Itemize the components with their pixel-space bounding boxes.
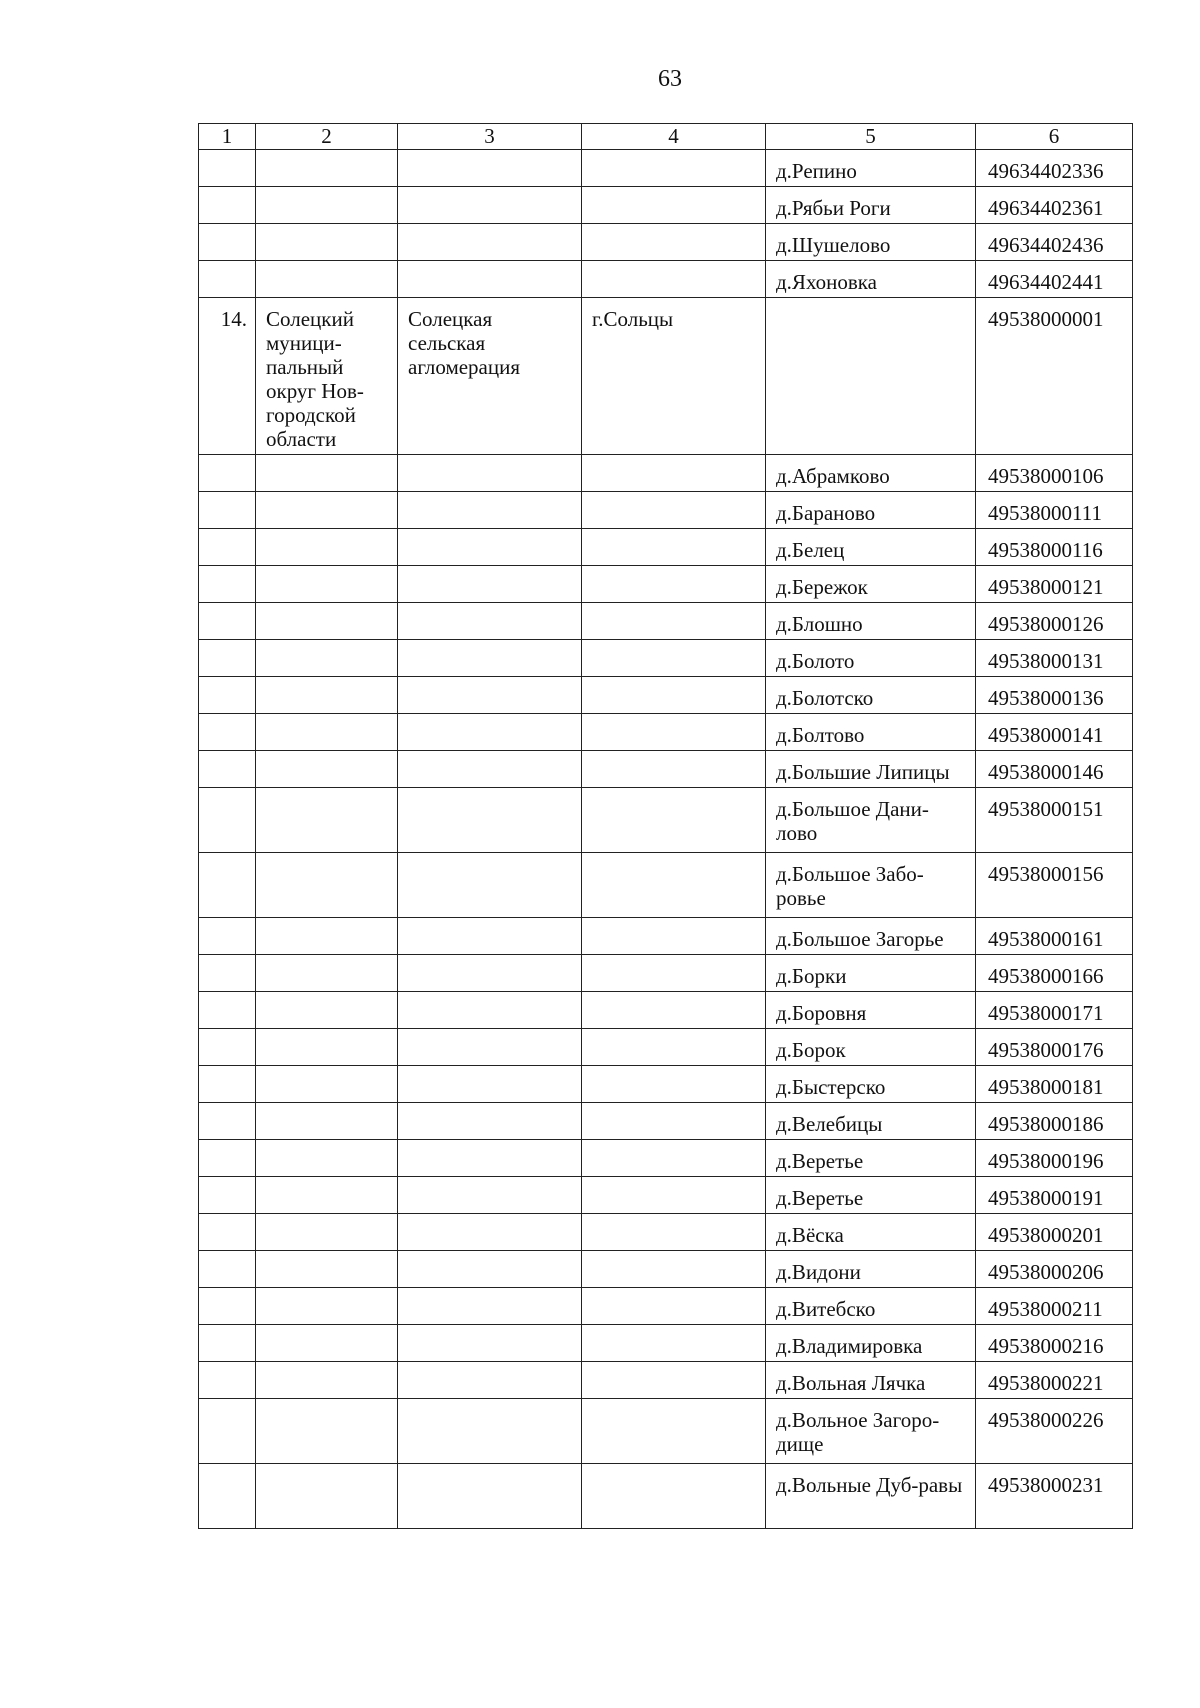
cell-locality: д.Яхоновка (766, 261, 976, 298)
table-row (199, 261, 1133, 298)
cell-agglomeration (398, 529, 582, 566)
cell-municipality (256, 1066, 398, 1103)
cell-locality: д.Вольные Дуб-равы (766, 1464, 976, 1529)
cell-agglomeration (398, 1288, 582, 1325)
cell-locality: д.Бережок (766, 566, 976, 603)
cell-code: 49634402361 (976, 187, 1133, 224)
cell-agglomeration (398, 918, 582, 955)
cell-municipality: Солецкий муници-пальный округ Нов-городской области (256, 298, 398, 455)
cell-municipality (256, 853, 398, 918)
cell-center (582, 640, 766, 677)
cell-center (582, 992, 766, 1029)
cell-agglomeration (398, 640, 582, 677)
cell-code: 49634402436 (976, 224, 1133, 261)
cell-agglomeration (398, 566, 582, 603)
table-row (199, 492, 1133, 529)
cell-agglomeration (398, 1177, 582, 1214)
cell-number (199, 187, 256, 224)
cell-municipality (256, 751, 398, 788)
cell-agglomeration (398, 1214, 582, 1251)
cell-agglomeration (398, 1140, 582, 1177)
cell-number (199, 529, 256, 566)
cell-center (582, 224, 766, 261)
table-row (199, 187, 1133, 224)
cell-number (199, 492, 256, 529)
cell-locality: д.Абрамково (766, 455, 976, 492)
cell-number (199, 1251, 256, 1288)
cell-municipality (256, 261, 398, 298)
table-row (199, 1140, 1133, 1177)
cell-locality (766, 298, 976, 455)
cell-number (199, 1325, 256, 1362)
cell-agglomeration (398, 853, 582, 918)
cell-agglomeration (398, 788, 582, 853)
cell-locality: д.Вольное Загоро-дище (766, 1399, 976, 1464)
cell-number (199, 955, 256, 992)
cell-number (199, 1214, 256, 1251)
table-row (199, 298, 1133, 455)
column-number-3: 3 (398, 124, 582, 150)
table-row (199, 992, 1133, 1029)
cell-agglomeration (398, 1251, 582, 1288)
cell-center (582, 714, 766, 751)
cell-center (582, 492, 766, 529)
cell-number (199, 1362, 256, 1399)
cell-center (582, 1251, 766, 1288)
cell-code: 49538000206 (976, 1251, 1133, 1288)
table-row (199, 603, 1133, 640)
cell-municipality (256, 603, 398, 640)
table-row (199, 853, 1133, 918)
cell-agglomeration (398, 224, 582, 261)
column-number-6: 6 (976, 124, 1133, 150)
cell-locality: д.Витебско (766, 1288, 976, 1325)
cell-number (199, 677, 256, 714)
table-row (199, 1464, 1133, 1529)
table-row (199, 1029, 1133, 1066)
cell-center (582, 566, 766, 603)
table-row (199, 1362, 1133, 1399)
cell-center (582, 261, 766, 298)
cell-code: 49538000001 (976, 298, 1133, 455)
cell-locality: д.Рябьи Роги (766, 187, 976, 224)
cell-number (199, 1288, 256, 1325)
cell-center (582, 529, 766, 566)
cell-agglomeration (398, 492, 582, 529)
cell-center (582, 1214, 766, 1251)
cell-agglomeration (398, 1066, 582, 1103)
table-header (199, 124, 1133, 150)
cell-number (199, 788, 256, 853)
cell-municipality (256, 955, 398, 992)
table-row (199, 1399, 1133, 1464)
table-row (199, 751, 1133, 788)
cell-locality: д.Белец (766, 529, 976, 566)
cell-center (582, 1177, 766, 1214)
cell-locality: д.Блошно (766, 603, 976, 640)
page-number: 63 (658, 66, 682, 92)
cell-number (199, 853, 256, 918)
cell-locality: д.Велебицы (766, 1103, 976, 1140)
cell-number (199, 150, 256, 187)
cell-center (582, 1399, 766, 1464)
cell-number (199, 1029, 256, 1066)
cell-code: 49634402336 (976, 150, 1133, 187)
cell-municipality (256, 1251, 398, 1288)
cell-code: 49538000151 (976, 788, 1133, 853)
cell-code: 49538000156 (976, 853, 1133, 918)
cell-number (199, 261, 256, 298)
cell-locality: д.Борок (766, 1029, 976, 1066)
cell-code: 49538000121 (976, 566, 1133, 603)
cell-agglomeration (398, 1103, 582, 1140)
cell-code: 49538000191 (976, 1177, 1133, 1214)
cell-locality: д.Болотско (766, 677, 976, 714)
cell-center (582, 1362, 766, 1399)
table-row (199, 677, 1133, 714)
table-row (199, 224, 1133, 261)
cell-number (199, 566, 256, 603)
cell-locality: д.Бараново (766, 492, 976, 529)
cell-code: 49538000161 (976, 918, 1133, 955)
table-body (199, 150, 1133, 1529)
cell-agglomeration (398, 714, 582, 751)
table-row (199, 1066, 1133, 1103)
table-row (199, 640, 1133, 677)
cell-center (582, 1464, 766, 1529)
cell-center: г.Сольцы (582, 298, 766, 455)
cell-code: 49538000111 (976, 492, 1133, 529)
cell-number (199, 455, 256, 492)
cell-code: 49538000146 (976, 751, 1133, 788)
cell-agglomeration (398, 261, 582, 298)
cell-locality: д.Видони (766, 1251, 976, 1288)
cell-center (582, 150, 766, 187)
cell-agglomeration (398, 1029, 582, 1066)
cell-number (199, 603, 256, 640)
table-row (199, 455, 1133, 492)
cell-center (582, 455, 766, 492)
column-number-4: 4 (582, 124, 766, 150)
cell-agglomeration (398, 1362, 582, 1399)
cell-code: 49538000201 (976, 1214, 1133, 1251)
table-row (199, 1214, 1133, 1251)
cell-code: 49538000176 (976, 1029, 1133, 1066)
cell-code: 49538000181 (976, 1066, 1133, 1103)
cell-number (199, 1103, 256, 1140)
cell-code: 49538000166 (976, 955, 1133, 992)
cell-locality: д.Борки (766, 955, 976, 992)
cell-center (582, 853, 766, 918)
cell-center (582, 187, 766, 224)
cell-municipality (256, 677, 398, 714)
cell-code: 49634402441 (976, 261, 1133, 298)
cell-locality: д.Болтово (766, 714, 976, 751)
table-row (199, 955, 1133, 992)
cell-code: 49538000116 (976, 529, 1133, 566)
cell-municipality (256, 1029, 398, 1066)
cell-locality: д.Репино (766, 150, 976, 187)
cell-locality: д.Большие Липицы (766, 751, 976, 788)
cell-code: 49538000106 (976, 455, 1133, 492)
cell-center (582, 677, 766, 714)
cell-agglomeration (398, 992, 582, 1029)
cell-center (582, 788, 766, 853)
cell-locality: д.Шушелово (766, 224, 976, 261)
cell-number (199, 751, 256, 788)
cell-number (199, 992, 256, 1029)
cell-agglomeration (398, 455, 582, 492)
table-row (199, 1251, 1133, 1288)
cell-code: 49538000131 (976, 640, 1133, 677)
cell-code: 49538000226 (976, 1399, 1133, 1464)
cell-code: 49538000171 (976, 992, 1133, 1029)
cell-municipality (256, 529, 398, 566)
cell-center (582, 918, 766, 955)
cell-locality: д.Веретье (766, 1177, 976, 1214)
cell-agglomeration (398, 1325, 582, 1362)
cell-agglomeration (398, 1464, 582, 1529)
cell-municipality (256, 187, 398, 224)
cell-number (199, 1140, 256, 1177)
cell-municipality (256, 992, 398, 1029)
cell-center (582, 1103, 766, 1140)
cell-code: 49538000196 (976, 1140, 1133, 1177)
cell-locality: д.Большое Дани-лово (766, 788, 976, 853)
cell-municipality (256, 455, 398, 492)
table-row (199, 566, 1133, 603)
column-number-5: 5 (766, 124, 976, 150)
cell-number (199, 918, 256, 955)
cell-locality: д.Большое Загорье (766, 918, 976, 955)
cell-municipality (256, 714, 398, 751)
table-row (199, 714, 1133, 751)
cell-locality: д.Владимировка (766, 1325, 976, 1362)
cell-locality: д.Большое Забо-ровье (766, 853, 976, 918)
table-row (199, 529, 1133, 566)
cell-code: 49538000211 (976, 1288, 1133, 1325)
cell-agglomeration (398, 751, 582, 788)
cell-code: 49538000136 (976, 677, 1133, 714)
cell-center (582, 1288, 766, 1325)
cell-municipality (256, 1288, 398, 1325)
cell-municipality (256, 918, 398, 955)
cell-agglomeration (398, 150, 582, 187)
cell-agglomeration: Солецкая сельская агломерация (398, 298, 582, 455)
cell-municipality (256, 1177, 398, 1214)
cell-municipality (256, 150, 398, 187)
cell-number (199, 1399, 256, 1464)
cell-number (199, 714, 256, 751)
cell-center (582, 751, 766, 788)
cell-agglomeration (398, 1399, 582, 1464)
cell-code: 49538000221 (976, 1362, 1133, 1399)
cell-municipality (256, 1325, 398, 1362)
cell-agglomeration (398, 955, 582, 992)
table-row (199, 150, 1133, 187)
cell-municipality (256, 1399, 398, 1464)
cell-municipality (256, 1140, 398, 1177)
cell-municipality (256, 1214, 398, 1251)
table-row (199, 788, 1133, 853)
cell-locality: д.Вольная Лячка (766, 1362, 976, 1399)
table-row (199, 918, 1133, 955)
cell-center (582, 1325, 766, 1362)
cell-agglomeration (398, 603, 582, 640)
table-row (199, 1325, 1133, 1362)
cell-code: 49538000186 (976, 1103, 1133, 1140)
cell-municipality (256, 224, 398, 261)
cell-number (199, 640, 256, 677)
cell-code: 49538000216 (976, 1325, 1133, 1362)
cell-center (582, 603, 766, 640)
cell-locality: д.Веретье (766, 1140, 976, 1177)
cell-center (582, 1066, 766, 1103)
cell-number (199, 1177, 256, 1214)
cell-number (199, 1066, 256, 1103)
cell-municipality (256, 1362, 398, 1399)
settlements-table (198, 123, 1133, 1529)
table-row (199, 1288, 1133, 1325)
cell-locality: д.Болото (766, 640, 976, 677)
table-row (199, 1103, 1133, 1140)
cell-municipality (256, 492, 398, 529)
cell-municipality (256, 788, 398, 853)
cell-municipality (256, 1103, 398, 1140)
column-number-2: 2 (256, 124, 398, 150)
cell-code: 49538000231 (976, 1464, 1133, 1529)
cell-municipality (256, 640, 398, 677)
cell-locality: д.Боровня (766, 992, 976, 1029)
cell-number: 14. (199, 298, 256, 455)
cell-agglomeration (398, 677, 582, 714)
cell-number (199, 224, 256, 261)
cell-municipality (256, 1464, 398, 1529)
cell-center (582, 1029, 766, 1066)
column-number-1: 1 (199, 124, 256, 150)
cell-locality: д.Вёска (766, 1214, 976, 1251)
cell-code: 49538000126 (976, 603, 1133, 640)
cell-code: 49538000141 (976, 714, 1133, 751)
cell-agglomeration (398, 187, 582, 224)
cell-municipality (256, 566, 398, 603)
table-row (199, 1177, 1133, 1214)
cell-number (199, 1464, 256, 1529)
cell-locality: д.Быстерско (766, 1066, 976, 1103)
cell-center (582, 955, 766, 992)
cell-center (582, 1140, 766, 1177)
